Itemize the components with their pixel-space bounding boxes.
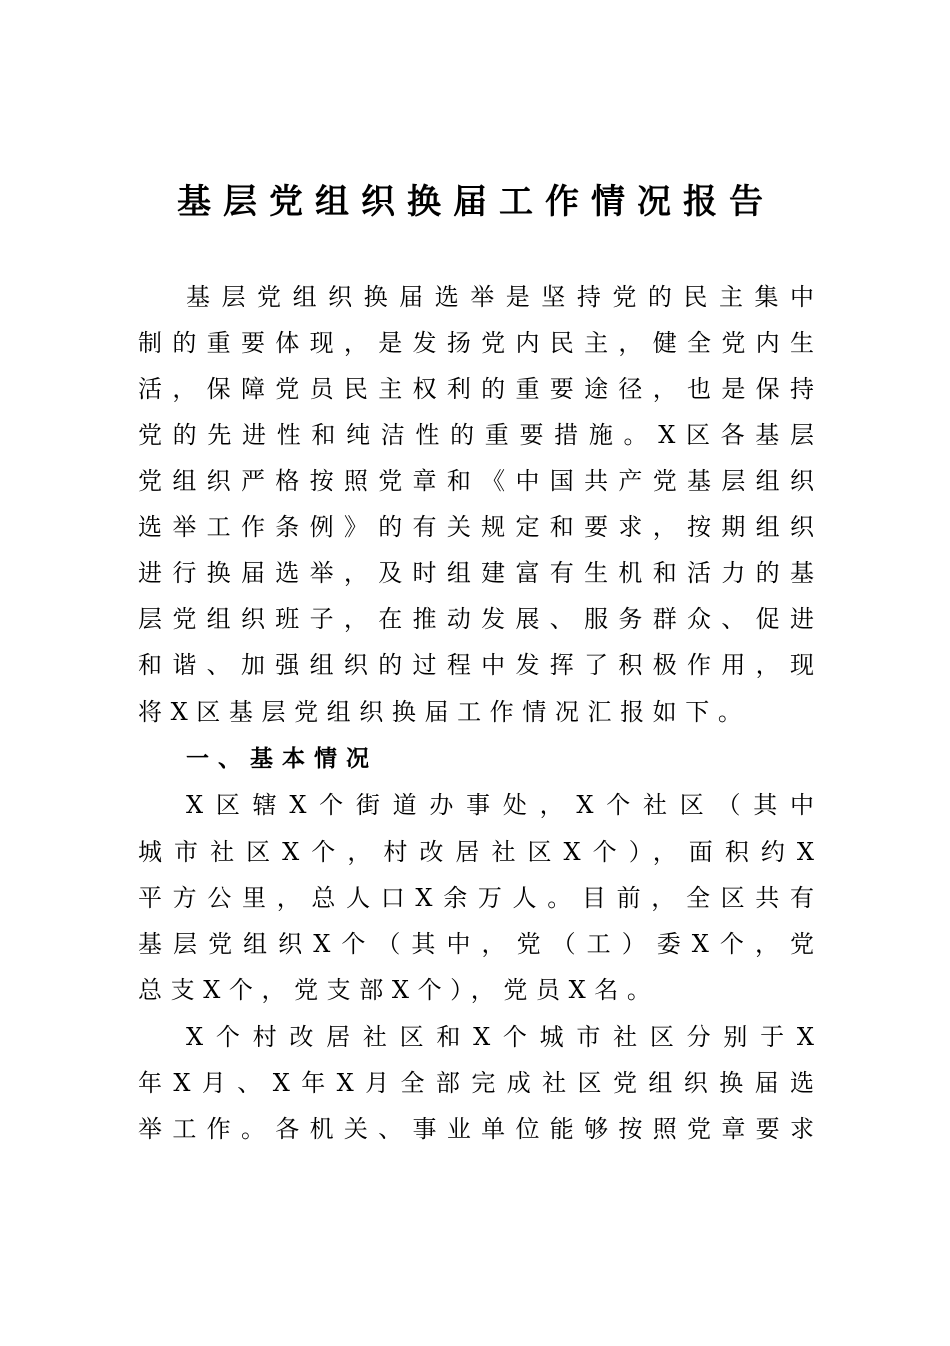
paragraph-3-line-1: X个村改居社区和X个城市社区分别于X xyxy=(186,1023,814,1051)
paragraph-1-line-6: 选举工作条例》的有关规定和要求，按期组织 xyxy=(138,513,814,541)
paragraph-2-line-5: 总支X个，党支部X个），党员X名。 xyxy=(138,976,660,1004)
paragraph-1-line-7: 进行换届选举，及时组建富有生机和活力的基 xyxy=(138,559,814,587)
section-1-heading: 一、基本情况 xyxy=(186,746,378,772)
paragraph-2-line-2: 城市社区X个，村改居社区X个），面积约X xyxy=(138,838,814,866)
paragraph-1-line-3: 活，保障党员民主权利的重要途径，也是保持 xyxy=(138,375,814,403)
paragraph-2-line-3: 平方公里，总人口X余万人。目前，全区共有 xyxy=(138,884,814,912)
paragraph-1-line-1: 基层党组织换届选举是坚持党的民主集中 xyxy=(186,283,814,311)
paragraph-2-line-4: 基层党组织X个（其中，党（工）委X个，党 xyxy=(138,930,814,958)
paragraph-1-line-8: 层党组织班子，在推动发展、服务群众、促进 xyxy=(138,605,814,633)
paragraph-1-line-5: 党组织严格按照党章和《中国共产党基层组织 xyxy=(138,467,814,495)
paragraph-3-line-2: 年X月、X年X月全部完成社区党组织换届选 xyxy=(138,1069,814,1097)
paragraph-3-line-3: 举工作。各机关、事业单位能够按照党章要求 xyxy=(138,1115,814,1143)
document-title: 基层党组织换届工作情况报告 xyxy=(177,182,775,222)
paragraph-1-line-10: 将X区基层党组织换届工作情况汇报如下。 xyxy=(138,698,751,726)
paragraph-1-line-9: 和谐、加强组织的过程中发挥了积极作用，现 xyxy=(138,651,814,679)
paragraph-2-line-1: X区辖X个街道办事处，X个社区（其中 xyxy=(186,791,814,819)
paragraph-1-line-2: 制的重要体现，是发扬党内民主，健全党内生 xyxy=(138,329,814,357)
paragraph-1-line-4: 党的先进性和纯洁性的重要措施。X区各基层 xyxy=(138,421,814,449)
